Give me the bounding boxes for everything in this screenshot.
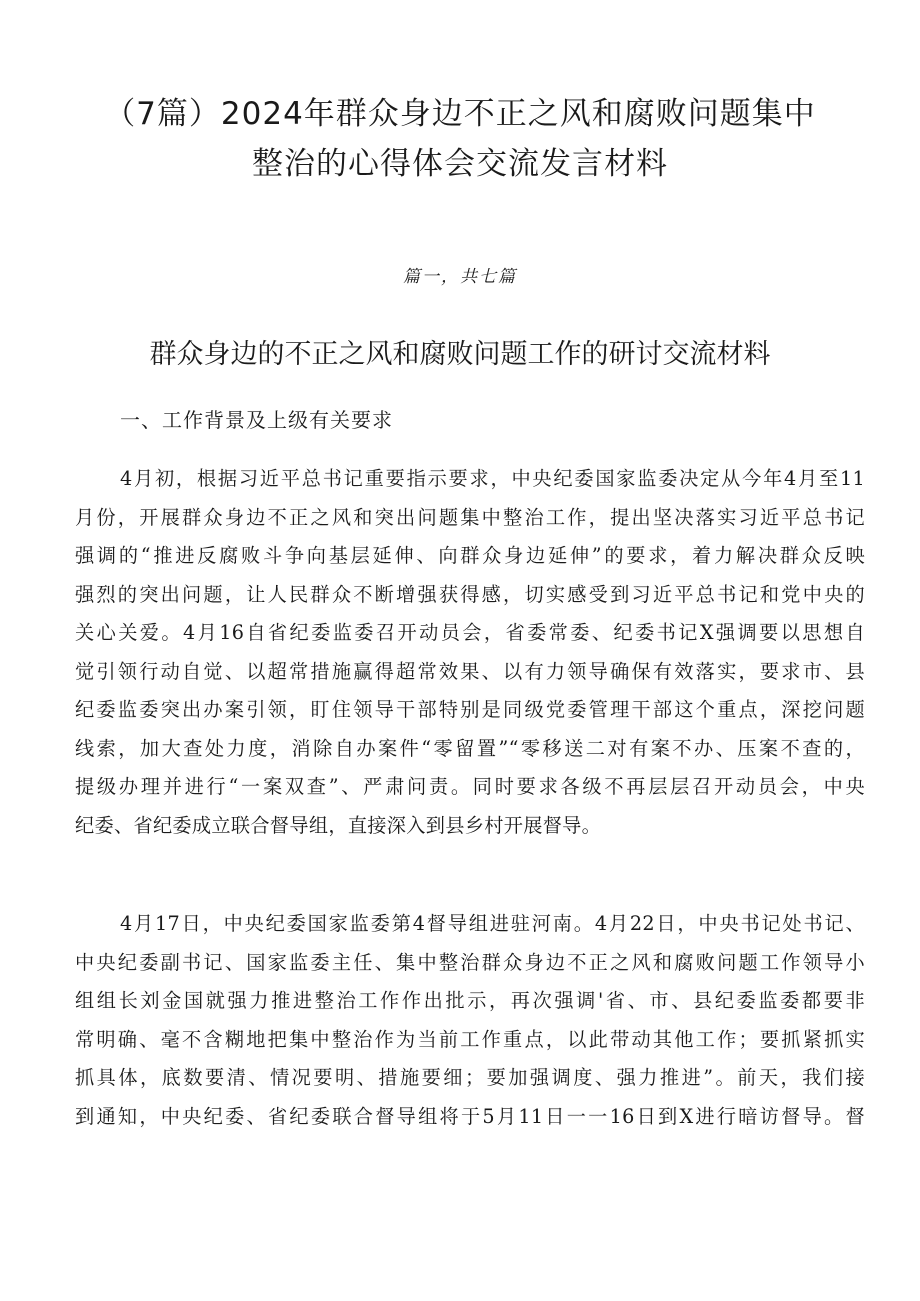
paragraph-line: 强烈的突出问题，让人民群众不断增强获得感，切实感受到习近平总书记和党中央的 xyxy=(75,582,865,606)
document-title-line-2: 整治的心得体会交流发言材料 xyxy=(252,146,668,182)
paragraph-line: 线索，加大查处力度，消除自办案件“零留置”“零移送二对有案不办、压案不查的， xyxy=(75,736,865,760)
paragraph-line: 纪委、省纪委成立联合督导组，直接深入到县乡村开展督导。 xyxy=(75,813,602,837)
paragraph-line: 觉引领行动自觉、以超常措施赢得超常效果、以有力领导确保有效落实，要求市、县 xyxy=(75,659,865,683)
paragraph-line: 纪委监委突出办案引领，盯住领导干部特别是同级党委管理干部这个重点，深挖问题 xyxy=(75,698,865,721)
paragraph-line: 月份，开展群众身边不正之风和突出问题集中整治工作，提出坚决落实习近平总书记 xyxy=(75,505,865,529)
section-heading: 一、工作背景及上级有关要求 xyxy=(120,408,393,432)
paragraph-line: 提级办理并进行“一案双查”、严肃问责。同时要求各级不再层层召开动员会，中央 xyxy=(75,775,865,798)
paragraph-line: 4月17日，中央纪委国家监委第4督导组进驻河南。4月22日，中央书记处书记、 xyxy=(120,912,865,935)
paragraph-line: 到通知，中央纪委、省纪委联合督导组将于5月11日一一16日到X进行暗访督导。督 xyxy=(75,1104,865,1128)
paragraph-line: 4月初，根据习近平总书记重要指示要求，中央纪委国家监委决定从今年4月至11 xyxy=(120,467,865,490)
paragraph-line: 强调的“推进反腐败斗争向基层延伸、向群众身边延伸”的要求，着力解决群众反映 xyxy=(75,544,865,567)
paragraph-2 xyxy=(75,905,865,1136)
paragraph-line: 关心关爱。4月16自省纪委监委召开动员会，省委常委、纪委书记X强调要以思想自 xyxy=(75,621,865,644)
paragraph-line: 常明确、毫不含糊地把集中整治作为当前工作重点，以此带动其他工作；要抓紧抓实 xyxy=(75,1027,865,1051)
paragraph-line: 抓具体，底数要清、情况要明、措施要细；要加强调度、强力推进”。前天，我们接 xyxy=(75,1066,865,1089)
paragraph-line: 中央纪委副书记、国家监委主任、集中整治群众身边不正之风和腐败问题工作领导小 xyxy=(75,950,865,974)
part-label: 篇一，共七篇 xyxy=(403,267,517,287)
paragraph-1 xyxy=(75,460,865,845)
document-title-line-1: （7篇）2024年群众身边不正之风和腐败问题集中 xyxy=(104,96,816,132)
article-subtitle: 群众身边的不正之风和腐败问题工作的研讨交流材料 xyxy=(149,339,771,370)
paragraph-line: 组组长刘金国就强力推进整治工作作出批示，再次强调'省、市、县纪委监委都要非 xyxy=(75,989,865,1012)
